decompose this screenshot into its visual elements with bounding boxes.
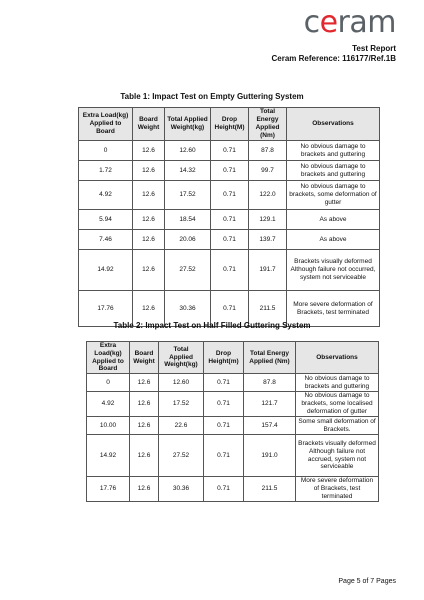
table-cell: 12.6: [130, 374, 159, 392]
ceram-logo: ceram: [303, 5, 396, 40]
table-cell: 87.8: [249, 141, 287, 161]
table-cell: Brackets visually deformed Although failure not accrued, system not serviceable: [296, 435, 379, 477]
col-observations: Observations: [296, 342, 379, 374]
table-row: [79, 210, 380, 230]
table-cell: 20.06: [165, 230, 211, 250]
table-cell: 211.5: [249, 291, 287, 327]
table-cell: 22.6: [159, 417, 204, 435]
col-board-weight: Board Weight: [130, 342, 159, 374]
table-cell: 0.71: [211, 181, 249, 210]
ceram-reference: Ceram Reference: 116177/Ref.1B: [271, 54, 396, 63]
col-drop-height: Drop Height(M): [211, 108, 249, 141]
table-cell: 0.71: [211, 210, 249, 230]
table-row: [79, 141, 380, 161]
table-cell: 99.7: [249, 161, 287, 181]
table-cell: 12.6: [130, 435, 159, 477]
col-total-weight: Total Applied Weight(kg): [159, 342, 204, 374]
table-cell: 0.71: [211, 250, 249, 291]
table-cell: 12.6: [133, 210, 165, 230]
table-cell: 0.71: [204, 417, 244, 435]
table-cell: 4.92: [79, 181, 133, 210]
table-cell: 191.7: [249, 250, 287, 291]
table-cell: 18.54: [165, 210, 211, 230]
table-cell: No obvious damage to brackets, some localised deformation of gutter: [296, 392, 379, 417]
table-row: [87, 477, 379, 501]
table-cell: 14.92: [87, 435, 130, 477]
table-cell: 191.0: [244, 435, 296, 477]
table-row: [87, 374, 379, 392]
table-cell: 157.4: [244, 417, 296, 435]
table-cell: 0: [87, 374, 130, 392]
table-cell: 129.1: [249, 210, 287, 230]
table-row: [79, 250, 380, 291]
table-cell: 12.6: [133, 291, 165, 327]
col-drop-height: Drop Height(m): [204, 342, 244, 374]
col-observations: Observations: [287, 108, 380, 141]
table-cell: 1.72: [79, 161, 133, 181]
col-board-weight: Board Weight: [133, 108, 165, 141]
table-cell: 30.36: [165, 291, 211, 327]
table-cell: 14.32: [165, 161, 211, 181]
table-cell: 0.71: [204, 435, 244, 477]
table-row: [79, 181, 380, 210]
table-cell: 121.7: [244, 392, 296, 417]
table-cell: 17.76: [79, 291, 133, 327]
col-extra-load: Extra Load(kg) Applied to Board: [87, 342, 130, 374]
table-cell: 0.71: [204, 374, 244, 392]
table-cell: 14.92: [79, 250, 133, 291]
table-cell: 17.52: [159, 392, 204, 417]
table-cell: 12.6: [133, 230, 165, 250]
table-cell: 12.60: [165, 141, 211, 161]
table-cell: As above: [287, 230, 380, 250]
table-cell: 17.52: [165, 181, 211, 210]
table-cell: 0.71: [211, 141, 249, 161]
table-cell: No obvious damage to brackets and guttering: [287, 141, 380, 161]
table-cell: As above: [287, 210, 380, 230]
table-cell: 12.6: [133, 141, 165, 161]
table-row: [87, 435, 379, 477]
table-cell: 12.6: [133, 181, 165, 210]
table-cell: No obvious damage to brackets and guttering: [287, 161, 380, 181]
table-cell: 12.6: [133, 250, 165, 291]
table2-caption: Table 2: Impact Test on Half Filled Guttering System: [113, 321, 311, 330]
table-impact-empty: [78, 107, 380, 327]
table-cell: 87.8: [244, 374, 296, 392]
table-cell: 10.00: [87, 417, 130, 435]
table-cell: 27.52: [165, 250, 211, 291]
table-cell: 4.92: [87, 392, 130, 417]
table-cell: 5.94: [79, 210, 133, 230]
table-cell: Some small deformation of Brackets.: [296, 417, 379, 435]
table-cell: 0.71: [211, 230, 249, 250]
table-cell: 7.46: [79, 230, 133, 250]
table-cell: 0.71: [204, 392, 244, 417]
table-row: [79, 230, 380, 250]
table-cell: More severe deformation of Brackets, test terminated: [287, 291, 380, 327]
table-cell: 139.7: [249, 230, 287, 250]
table-cell: No obvious damage to brackets, some deformation of gutter: [287, 181, 380, 210]
table-cell: 12.6: [130, 417, 159, 435]
table-cell: 0.71: [204, 477, 244, 501]
col-total-weight: Total Applied Weight(kg): [165, 108, 211, 141]
col-total-energy: Total Energy Applied (Nm): [244, 342, 296, 374]
table1-caption: Table 1: Impact Test on Empty Guttering System: [120, 92, 304, 101]
table-cell: 0: [79, 141, 133, 161]
table-cell: 12.60: [159, 374, 204, 392]
table-cell: 122.0: [249, 181, 287, 210]
page-number: Page 5 of 7 Pages: [338, 578, 396, 585]
table-impact-half-filled: [86, 341, 379, 502]
report-label: Test Report: [352, 44, 396, 53]
table-row: [79, 161, 380, 181]
table-row: [87, 392, 379, 417]
table-cell: 0.71: [211, 291, 249, 327]
table-cell: 12.6: [130, 392, 159, 417]
table-cell: No obvious damage to brackets and guttering: [296, 374, 379, 392]
table-cell: 12.6: [133, 161, 165, 181]
table-cell: Brackets visually deformed Although failure not occurred, system not serviceable: [287, 250, 380, 291]
col-extra-load: Extra Load(kg) Applied to Board: [79, 108, 133, 141]
table-cell: 17.76: [87, 477, 130, 501]
col-total-energy: Total Energy Applied (Nm): [249, 108, 287, 141]
table-row: [87, 417, 379, 435]
table-cell: 12.6: [130, 477, 159, 501]
table-cell: 30.36: [159, 477, 204, 501]
table-cell: More severe deformation of Brackets, test terminated: [296, 477, 379, 501]
table-cell: 211.5: [244, 477, 296, 501]
table-cell: 0.71: [211, 161, 249, 181]
table-cell: 27.52: [159, 435, 204, 477]
